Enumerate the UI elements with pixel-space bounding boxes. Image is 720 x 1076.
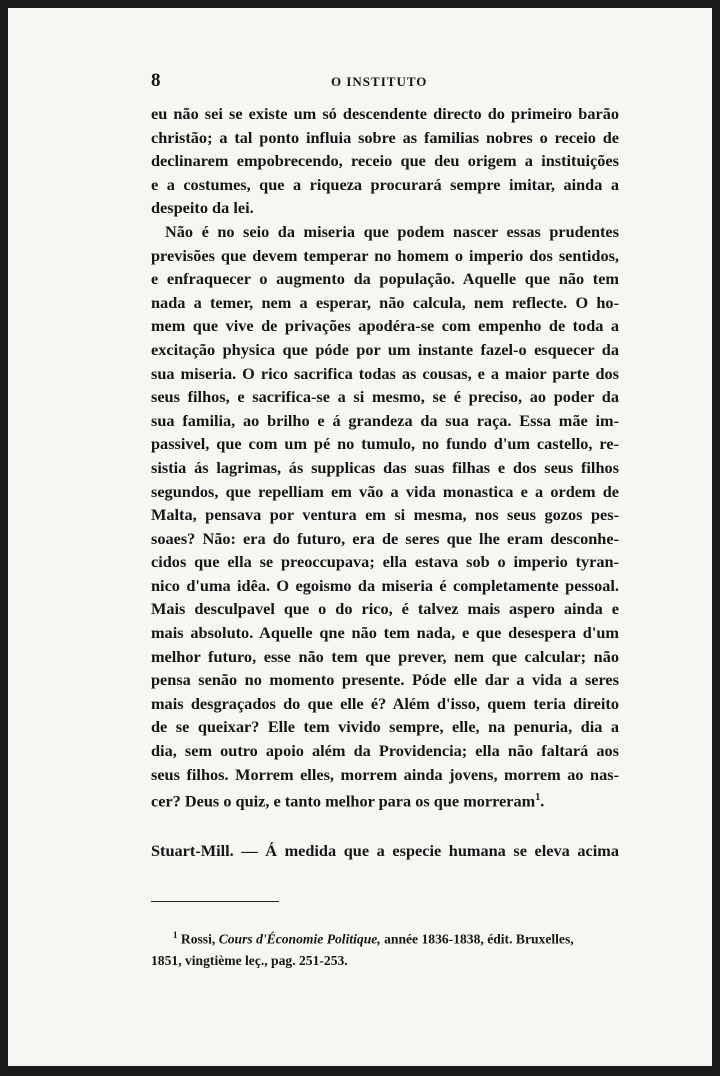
text-line: seus filhos. Morrem elles, morrem ainda jovens, morrem ao nas- <box>151 764 619 784</box>
text-line: melhor futuro, esse não tem que prever, nem que calcular; não <box>151 646 619 666</box>
footnote-work: Cours d'Économie Politique, <box>218 931 381 947</box>
text-line: declinarem empobrecendo, receio que deu origem a instituições <box>151 151 619 171</box>
footnote <box>151 925 619 971</box>
text-line: nada a temer, nem a esperar, não calcula, nem reflecte. O ho- <box>151 292 619 312</box>
text-line: e a costumes, que a riqueza procurará sempre imitar, ainda a <box>151 174 619 194</box>
page-number: 8 <box>151 70 161 91</box>
text-line: excitação physica que póde por um instante fazel-o esquecer da <box>151 339 619 359</box>
text-line: pensa senão no momento presente. Póde elle dar a vida a seres <box>151 670 619 690</box>
text-line: segundos, que repelliam em vão a vida monastica e a ordem de <box>151 481 619 501</box>
text-line: Não é no seio da miseria que podem nascer essas prudentes <box>165 221 619 241</box>
text-line: Mais desculpavel que o do rico, é talvez mais aspero ainda e <box>151 599 619 619</box>
running-title: O INSTITUTO <box>331 74 428 89</box>
text-line: Malta, pensava por ventura em si mesma, nos seus gozos pes- <box>151 505 619 525</box>
text-line: sistia ás lagrimas, ás supplicas das suas filhas e dos seus filhos <box>151 457 619 477</box>
text-line: sua familia, ao brilho e á grandeza da sua raça. Essa mãe im- <box>151 410 619 430</box>
footnote-details: année 1836-1838, édit. Bruxelles, <box>384 931 574 947</box>
footnote-line <box>151 925 619 950</box>
text-line: e enfraquecer o augmento da população. Aquelle que não tem <box>151 269 619 289</box>
text-line: mais absoluto. Aquelle qne não tem nada, e que desespera d'um <box>151 623 619 643</box>
text-line-last <box>151 786 619 813</box>
footnote-reference: 1 <box>535 792 541 804</box>
text-line: christão; a tal ponto influia sobre as familias nobres o receio de <box>151 127 619 147</box>
body-text <box>151 102 619 863</box>
text-line: Stuart-Mill. — Á medida que a especie humana se eleva acima <box>151 841 619 861</box>
text-line: cer? Deus o quiz, e tanto melhor para os que morreram <box>151 791 536 811</box>
footnote-line: 1851, vingtième leç., pag. 251-253. <box>151 952 348 968</box>
text-line: passivel, que com um pé no tumulo, no fundo d'um castello, re- <box>151 434 619 454</box>
text-line: soaes? Não: era do futuro, era de seres que lhe eram desconhe- <box>151 528 619 548</box>
text-line: cidos que ella se preoccupava; ella estava sob o imperio tyran- <box>151 552 619 572</box>
text-line: sua miseria. O rico sacrifica todas as cousas, e a maior parte dos <box>151 363 619 383</box>
footnote-mark: 1 <box>173 930 178 940</box>
text-line: despeito da lei. <box>151 198 254 218</box>
text-line: mem que vive de privações apodéra-se com empenho de toda a <box>151 316 619 336</box>
page-header <box>151 70 631 94</box>
text-line: mais desgraçados do que elle é? Além d'isso, quem teria direito <box>151 693 619 713</box>
text-line: seus filhos, e sacrifica-se a si mesmo, se é preciso, ao poder da <box>151 387 619 407</box>
document-page <box>8 8 712 1066</box>
paragraph-gap <box>151 813 619 839</box>
footnote-rule <box>151 901 279 902</box>
footnote-author: Rossi, <box>180 931 216 947</box>
text-line: dia, sem outro apoio além da Providencia; ella não faltará aos <box>151 741 619 761</box>
text-line: previsões que devem temperar no homem o imperio dos sentidos, <box>151 245 619 265</box>
text-line: de se queixar? Elle tem vivido sempre, elle, na penuria, dia a <box>151 717 619 737</box>
end-punctuation: . <box>540 791 545 811</box>
text-line: nico d'uma idêa. O egoismo da miseria é completamente pessoal. <box>151 575 619 595</box>
text-line: eu não sei se existe um só descendente directo do primeiro barão <box>151 104 619 123</box>
